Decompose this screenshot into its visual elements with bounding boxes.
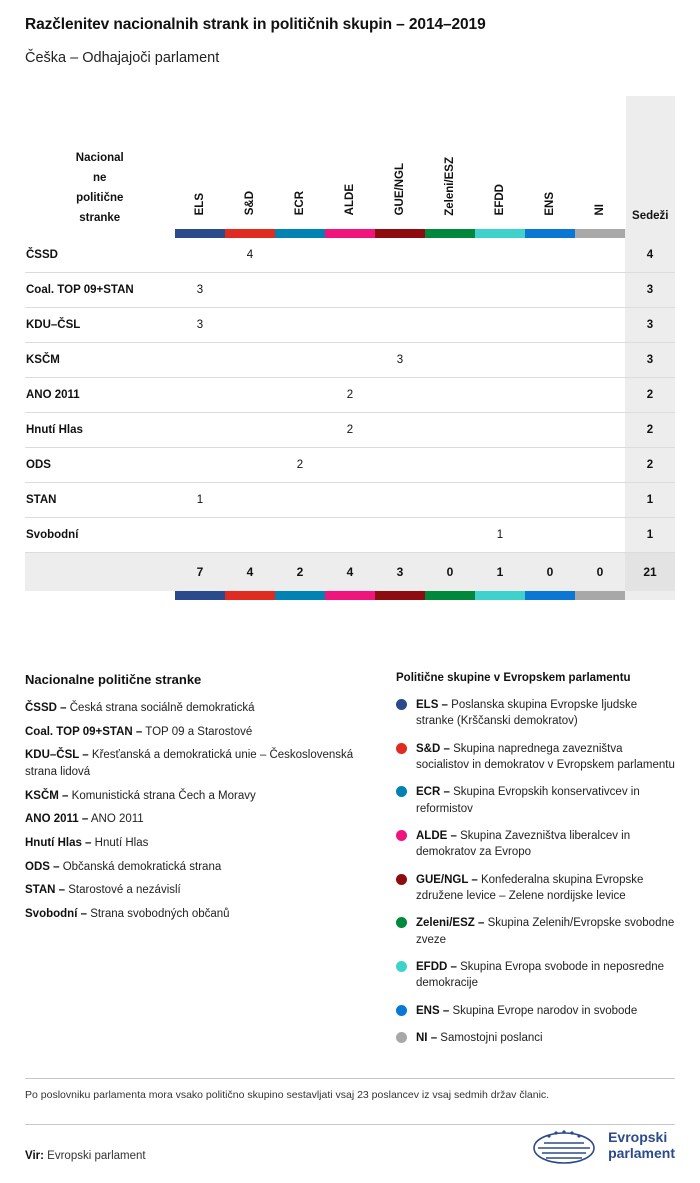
row-seat-cell: 4	[225, 238, 275, 273]
ep-emblem-icon	[528, 1126, 600, 1166]
group-description: Zeleni/ESZ – Skupina Zelenih/Evropske svobodne zveze	[416, 917, 675, 946]
row-seat-cell	[325, 448, 375, 483]
row-seat-cell	[225, 343, 275, 378]
list-item	[25, 811, 375, 828]
party-full-name: Česká strana sociálně demokratická	[69, 702, 255, 714]
group-description: ELS – Poslanska skupina Evropske ljudske stranke (Krščanski demokratov)	[416, 699, 638, 728]
group-color-swatch-bottom	[225, 591, 275, 600]
group-label: ALDE	[344, 184, 356, 216]
group-label: S&D	[244, 191, 256, 216]
group-color-swatch-bottom	[375, 591, 425, 600]
european-parliament-logo	[528, 1126, 675, 1166]
group-column-header	[475, 96, 525, 229]
row-seat-cell	[225, 308, 275, 343]
row-seat-cell	[275, 238, 325, 273]
row-seat-cell	[525, 308, 575, 343]
list-item	[25, 788, 375, 805]
group-label: ENS	[544, 191, 556, 216]
row-seat-cell	[375, 448, 425, 483]
row-party-name: KDU–ČSL	[25, 308, 175, 343]
totals-row	[25, 553, 675, 591]
row-seat-cell	[575, 448, 625, 483]
row-seat-cell	[425, 483, 475, 518]
row-seat-cell	[425, 378, 475, 413]
row-seat-cell	[175, 343, 225, 378]
group-color-swatch	[375, 229, 425, 238]
group-color-swatch	[225, 229, 275, 238]
row-seat-cell	[325, 518, 375, 553]
row-seat-cell	[425, 273, 475, 308]
row-seat-cell	[325, 238, 375, 273]
row-seat-cell	[375, 413, 425, 448]
totals-group-cell: 4	[225, 553, 275, 591]
party-abbr: ODS –	[25, 860, 60, 873]
group-color-swatch	[575, 229, 625, 238]
row-seat-cell	[575, 238, 625, 273]
group-color-dot-icon	[396, 699, 407, 710]
group-color-dot-icon	[396, 786, 407, 797]
party-full-name: Strana svobodných občanů	[90, 908, 230, 921]
row-party-name: KSČM	[25, 343, 175, 378]
totals-group-cell: 0	[575, 553, 625, 591]
ep-wordmark	[608, 1130, 675, 1161]
row-seat-cell	[275, 308, 325, 343]
group-color-dot-icon	[396, 830, 407, 841]
row-seat-cell	[575, 273, 625, 308]
group-column-header	[575, 96, 625, 229]
row-seat-cell	[475, 448, 525, 483]
row-seat-cell	[175, 448, 225, 483]
group-description: ALDE – Skupina Zavezništva liberalcev in demokratov za Evropo	[416, 829, 631, 859]
group-color-dot-icon	[396, 961, 407, 972]
group-label: EFDD	[494, 184, 506, 216]
ep-word-line1: Evropski	[608, 1129, 668, 1146]
group-label: ELS	[194, 193, 206, 216]
row-seat-cell	[325, 273, 375, 308]
table-row	[25, 413, 675, 448]
row-seat-cell	[175, 518, 225, 553]
totals-group-cell: 3	[375, 553, 425, 591]
group-label: ECR	[294, 191, 306, 216]
group-abbr: GUE/NGL –	[416, 873, 478, 886]
row-seat-cell	[275, 343, 325, 378]
group-description: ENS – Skupina Evrope narodov in svobode	[416, 1004, 638, 1017]
row-seat-cell	[525, 378, 575, 413]
group-color-swatch	[325, 229, 375, 238]
row-total-seats: 2	[625, 378, 675, 413]
row-seat-cell	[575, 308, 625, 343]
group-column-header	[525, 96, 575, 229]
list-item	[396, 828, 676, 861]
national-parties-legend	[25, 672, 375, 930]
source-line	[25, 1150, 146, 1162]
group-color-swatch	[425, 229, 475, 238]
footnote: Po poslovniku parlamenta mora vsako politično skupino sestavljati vsaj 23 poslancev iz vsaj sedmih držav članic.	[25, 1089, 550, 1101]
row-seat-cell	[175, 238, 225, 273]
party-full-name: Starostové a nezávislí	[68, 884, 181, 897]
table-row	[25, 378, 675, 413]
ep-word-line2: parlament	[608, 1145, 675, 1161]
group-abbr: ALDE –	[416, 829, 457, 842]
party-abbr: Coal. TOP 09+STAN –	[25, 725, 143, 738]
row-total-seats: 3	[625, 343, 675, 378]
row-seat-cell	[325, 308, 375, 343]
row-seat-cell	[275, 378, 325, 413]
row-seat-cell	[475, 308, 525, 343]
list-item	[396, 1030, 676, 1046]
list-item	[396, 784, 676, 817]
group-color-swatch-bottom	[525, 591, 575, 600]
list-item	[25, 835, 375, 852]
totals-grand-seats: 21	[625, 553, 675, 591]
party-full-name: ANO 2011	[90, 813, 144, 826]
group-column-header	[425, 96, 475, 229]
totals-group-cell: 0	[525, 553, 575, 591]
row-seat-cell	[525, 483, 575, 518]
row-seat-cell	[475, 238, 525, 273]
divider-bottom	[25, 1124, 675, 1125]
row-total-seats: 3	[625, 273, 675, 308]
group-label: Zeleni/ESZ	[444, 156, 456, 216]
group-color-dot-icon	[396, 1032, 407, 1043]
row-seat-cell: 2	[275, 448, 325, 483]
row-seat-cell: 3	[375, 343, 425, 378]
row-party-name: Hnutí Hlas	[25, 413, 175, 448]
party-full-name: TOP 09 a Starostové	[145, 725, 253, 738]
row-seat-cell	[375, 308, 425, 343]
row-seat-cell	[175, 378, 225, 413]
row-seat-cell: 3	[175, 273, 225, 308]
table-row	[25, 343, 675, 378]
row-seat-cell	[475, 483, 525, 518]
divider-top	[25, 1078, 675, 1079]
row-seat-cell	[225, 518, 275, 553]
row-seat-cell	[575, 413, 625, 448]
row-seat-cell	[425, 308, 475, 343]
group-color-swatch	[275, 229, 325, 238]
list-item	[25, 724, 375, 741]
table-row	[25, 308, 675, 343]
table-row	[25, 238, 675, 273]
group-color-swatch	[475, 229, 525, 238]
row-party-name: Svobodní	[25, 518, 175, 553]
group-color-swatch	[175, 229, 225, 238]
row-seat-cell	[175, 413, 225, 448]
row-seat-cell: 1	[175, 483, 225, 518]
table-row	[25, 273, 675, 308]
row-seat-cell	[375, 273, 425, 308]
row-seat-cell	[525, 343, 575, 378]
row-seat-cell	[375, 238, 425, 273]
group-color-swatch-bottom	[175, 591, 225, 600]
seat-matrix	[25, 96, 675, 600]
row-total-seats: 1	[625, 483, 675, 518]
row-seat-cell	[325, 483, 375, 518]
row-party-name: ANO 2011	[25, 378, 175, 413]
list-item	[25, 882, 375, 899]
totals-group-cell: 4	[325, 553, 375, 591]
row-total-seats: 3	[625, 308, 675, 343]
party-abbr: KSČM –	[25, 789, 69, 802]
row-seat-cell	[225, 378, 275, 413]
list-item	[396, 959, 676, 992]
row-seat-cell	[425, 448, 475, 483]
matrix-header-row	[25, 96, 675, 229]
row-seat-cell	[525, 238, 575, 273]
party-full-name: Komunistická strana Čech a Moravy	[71, 789, 256, 802]
row-seat-cell: 2	[325, 378, 375, 413]
source-value: Evropski parlament	[47, 1150, 146, 1162]
party-full-name: Hnutí Hlas	[94, 837, 149, 850]
group-color-swatch-bottom	[425, 591, 475, 600]
group-color-strip-top	[25, 229, 675, 238]
list-item	[396, 1003, 676, 1019]
row-total-seats: 4	[625, 238, 675, 273]
row-party-name: ODS	[25, 448, 175, 483]
group-abbr: ELS –	[416, 699, 448, 711]
row-seat-cell	[375, 483, 425, 518]
page-subtitle: Češka – Odhajajoči parlament	[25, 50, 220, 66]
totals-group-cell: 1	[475, 553, 525, 591]
list-item	[25, 906, 375, 923]
groups-legend-title: Politične skupine v Evropskem parlamentu	[396, 672, 631, 684]
row-seat-cell: 1	[475, 518, 525, 553]
group-color-swatch-bottom	[475, 591, 525, 600]
group-color-swatch	[525, 229, 575, 238]
political-groups-legend	[396, 672, 676, 1057]
totals-group-cell: 7	[175, 553, 225, 591]
row-seat-cell	[275, 483, 325, 518]
row-seat-cell	[275, 518, 325, 553]
party-full-name: Občanská demokratická strana	[62, 860, 222, 873]
group-color-swatch-bottom	[275, 591, 325, 600]
row-seat-cell	[575, 518, 625, 553]
row-seat-cell	[225, 413, 275, 448]
row-total-seats: 2	[625, 448, 675, 483]
group-column-header	[275, 96, 325, 229]
table-row	[25, 483, 675, 518]
row-seat-cell	[475, 273, 525, 308]
group-color-dot-icon	[396, 743, 407, 754]
party-abbr: KDU–ČSL –	[25, 749, 89, 762]
group-column-header	[175, 96, 225, 229]
group-label: NI	[594, 204, 606, 216]
list-item	[25, 859, 375, 876]
row-party-name: ČSSD	[25, 238, 175, 273]
group-color-dot-icon	[396, 1005, 407, 1016]
row-seat-cell	[425, 518, 475, 553]
party-abbr: Hnutí Hlas –	[25, 837, 92, 850]
national-legend-title: Nacionalne politične stranke	[25, 672, 202, 687]
party-column-header: Nacional ne politične stranke	[75, 152, 124, 225]
group-description: ECR – Skupina Evropskih konservativcev in reformistov	[416, 786, 640, 815]
list-item	[25, 747, 375, 780]
group-description: S&D – Skupina naprednega zavezništva socialistov in demokratov v Evropskem parlamentu	[416, 742, 675, 771]
row-seat-cell	[225, 273, 275, 308]
row-seat-cell	[275, 413, 325, 448]
group-column-header	[325, 96, 375, 229]
party-abbr: ČSSD –	[25, 702, 67, 714]
row-seat-cell: 2	[325, 413, 375, 448]
row-seat-cell	[375, 518, 425, 553]
list-item	[396, 915, 676, 948]
row-seat-cell	[575, 483, 625, 518]
row-seat-cell	[525, 273, 575, 308]
totals-label	[25, 553, 175, 591]
strip-spacer	[25, 229, 175, 238]
group-description: GUE/NGL – Konfederalna skupina Evropske združene levice – Zelene nordijske levice	[416, 873, 644, 902]
row-seat-cell	[575, 378, 625, 413]
group-abbr: ENS –	[416, 1004, 450, 1017]
seats-column-header: Sedeži	[625, 96, 675, 229]
row-seat-cell	[425, 343, 475, 378]
list-item	[25, 700, 375, 717]
list-item	[396, 872, 676, 905]
group-abbr: Zeleni/ESZ –	[416, 917, 485, 930]
group-color-swatch-bottom	[575, 591, 625, 600]
row-seat-cell	[525, 518, 575, 553]
table-row	[25, 448, 675, 483]
row-party-name: Coal. TOP 09+STAN	[25, 273, 175, 308]
row-seat-cell	[475, 413, 525, 448]
group-column-header	[375, 96, 425, 229]
group-color-strip-bottom	[25, 591, 675, 600]
matrix-table	[25, 96, 675, 600]
group-label: GUE/NGL	[394, 163, 406, 216]
row-seat-cell	[375, 378, 425, 413]
source-label: Vir:	[25, 1150, 44, 1162]
party-full-name: Křesťanská a demokratická unie – Československá strana lidová	[25, 749, 354, 779]
row-seat-cell	[275, 273, 325, 308]
row-seat-cell	[525, 448, 575, 483]
party-abbr: Svobodní –	[25, 908, 87, 921]
table-row	[25, 518, 675, 553]
page-title: Razčlenitev nacionalnih strank in političnih skupin – 2014–2019	[25, 16, 486, 33]
row-seat-cell	[475, 378, 525, 413]
group-color-dot-icon	[396, 917, 407, 928]
row-seat-cell	[575, 343, 625, 378]
group-abbr: S&D –	[416, 742, 450, 755]
strip-spacer-seats	[625, 229, 675, 238]
list-item	[396, 741, 676, 774]
totals-group-cell: 2	[275, 553, 325, 591]
group-color-swatch-bottom	[325, 591, 375, 600]
strip-spacer-seats-bottom	[625, 591, 675, 600]
group-abbr: ECR –	[416, 786, 450, 799]
row-seat-cell	[425, 238, 475, 273]
row-total-seats: 2	[625, 413, 675, 448]
row-seat-cell	[525, 413, 575, 448]
row-seat-cell	[475, 343, 525, 378]
row-total-seats: 1	[625, 518, 675, 553]
row-seat-cell	[325, 343, 375, 378]
party-abbr: STAN –	[25, 884, 66, 897]
row-party-name: STAN	[25, 483, 175, 518]
row-seat-cell	[225, 448, 275, 483]
list-item	[396, 697, 676, 730]
party-abbr: ANO 2011 –	[25, 813, 89, 826]
group-description: EFDD – Skupina Evropa svobode in neposredne demokracije	[416, 960, 665, 990]
row-seat-cell	[225, 483, 275, 518]
group-abbr: EFDD –	[416, 960, 457, 973]
totals-group-cell: 0	[425, 553, 475, 591]
row-seat-cell: 3	[175, 308, 225, 343]
group-color-dot-icon	[396, 874, 407, 885]
group-column-header	[225, 96, 275, 229]
row-seat-cell	[425, 413, 475, 448]
group-description: NI – Samostojni poslanci	[416, 1031, 543, 1044]
strip-spacer-bottom	[25, 591, 175, 600]
group-abbr: NI –	[416, 1031, 438, 1044]
